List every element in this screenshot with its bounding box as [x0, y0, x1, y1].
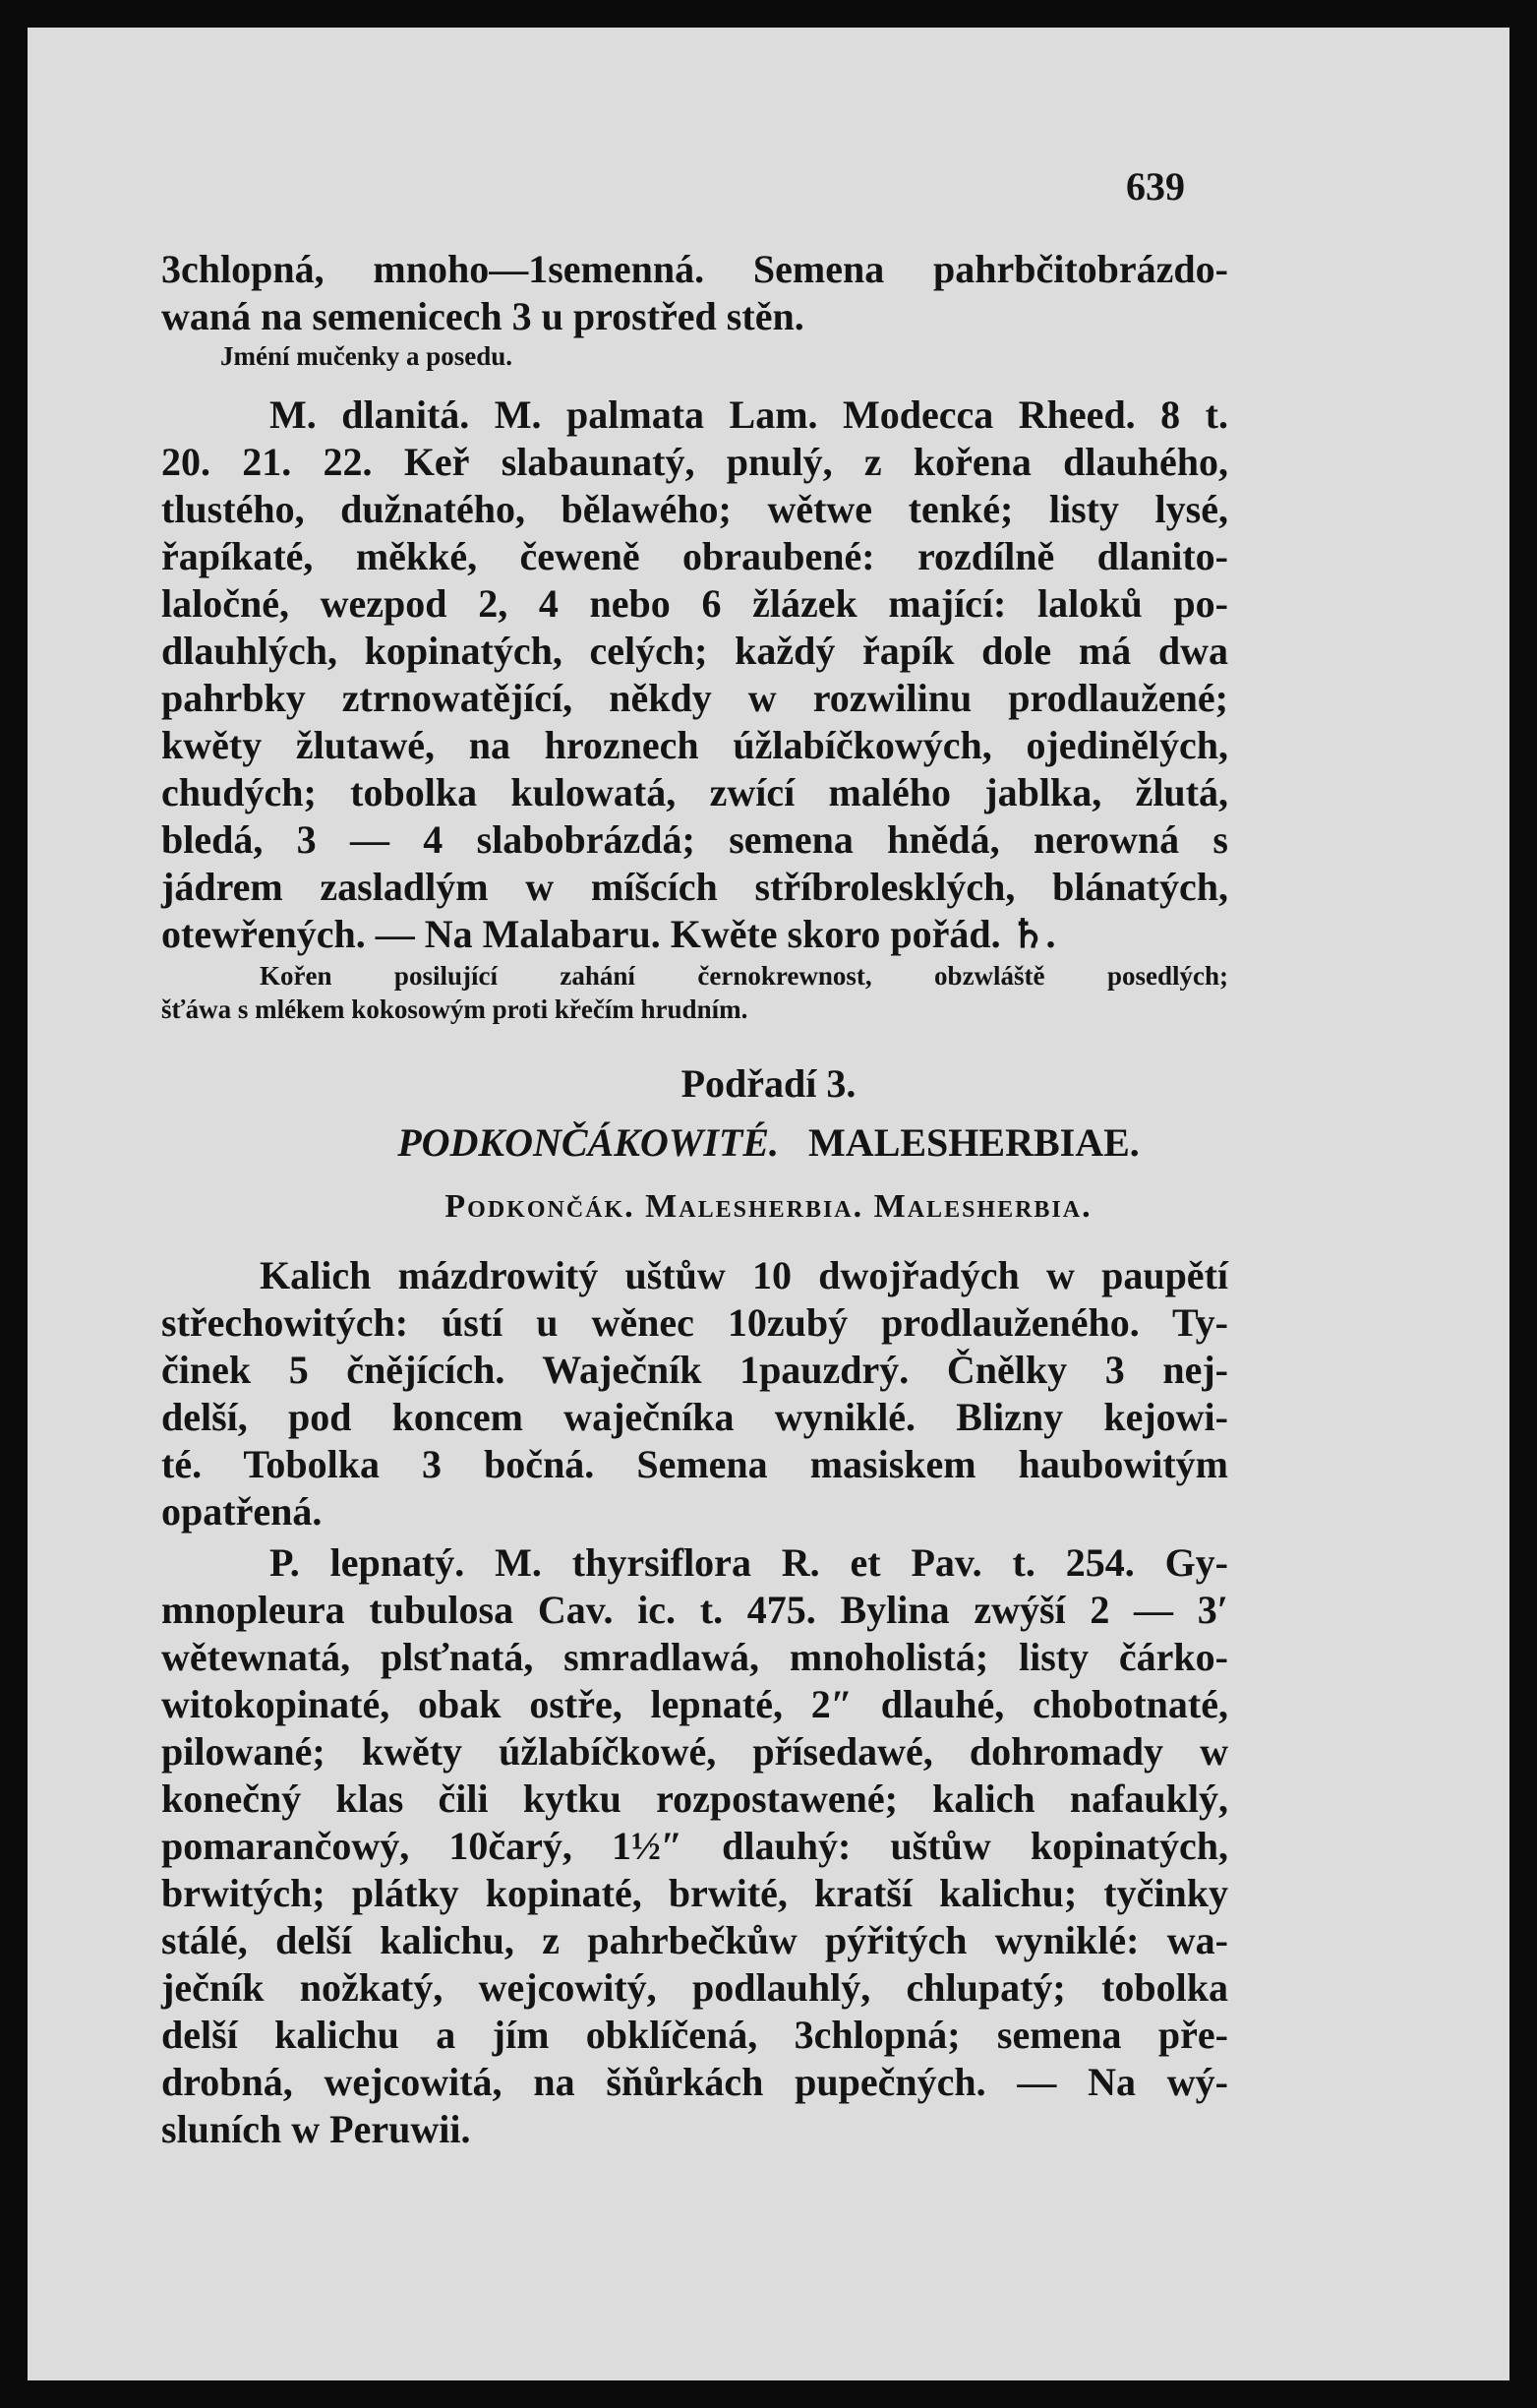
text-line: střechowitých: ústí u wěnec 10zubý prodlauženého. Ty- [161, 1300, 1228, 1345]
book-page [28, 28, 1509, 2380]
text-line: drobná, wejcowitá, na šňůrkách pupečných. — Na wý- [161, 2060, 1228, 2104]
suborder-title [28, 1119, 1509, 1166]
text-line: waná na semenicech 3 u prostřed stěn. [161, 294, 804, 338]
text-line: chudých; tobolka kulowatá, zwící malého jablka, žlutá, [161, 770, 1228, 814]
text-line: konečný klas čili kytku rozpostawené; kalich nafauklý, [161, 1776, 1228, 1821]
text-line: 20. 21. 22. Keř slabaunatý, pnulý, z kořena dlauhého, [161, 440, 1228, 484]
text-line: pilowané; kwěty úžlabíčkowé, přísedawé, dohromady w [161, 1729, 1228, 1774]
text-line: laločné, wezpod 2, 4 nebo 6 žlázek mající: laloků po- [161, 581, 1228, 626]
suborder-label: Podřadí 3. [680, 1061, 857, 1106]
text-line: tlustého, dužnatého, bělawého; wětwe tenké; listy lysé, [161, 487, 1228, 531]
text-line: ječník nožkatý, wejcowitý, podlauhlý, chlupatý; tobolka [161, 1965, 1228, 2010]
text-line: witokopinaté, obak ostře, lepnaté, 2″ dlauhé, chobotnaté, [161, 1682, 1228, 1726]
text-line: stálé, delší kalichu, z pahrbečkůw pýřitých wyniklé: wa- [161, 1918, 1228, 1962]
text-line: brwitých; plátky kopinaté, brwité, kratší kalichu; tyčinky [161, 1871, 1228, 1915]
note-line: Jméní mučenky a posedu. [220, 341, 513, 371]
text-line: otewřených. — Na Malabaru. Kwěte skoro pořád. ♄. [161, 912, 1056, 956]
note-line: šťáwa s mlékem kokosowým proti křečím hrudním. [161, 994, 748, 1024]
text-line: řapíkaté, měkké, čeweně obraubené: rozdílně dlanito- [161, 534, 1228, 578]
genus-line: Podkončák. Malesherbia. Malesherbia. [444, 1188, 1093, 1225]
text-line: Kalich mázdrowitý uštůw 10 dwojřadých w paupětí [260, 1253, 1228, 1297]
page-number: 639 [1126, 164, 1185, 209]
text-line: opatřená. [161, 1489, 323, 1534]
text-line: dlauhlých, kopinatých, celých; každý řapík dole má dwa [161, 629, 1228, 673]
text-line: M. dlanitá. M. palmata Lam. Modecca Rheed. 8 t. [269, 392, 1228, 437]
text-line: mnopleura tubulosa Cav. ic. t. 475. Bylina zwýší 2 — 3′ [161, 1588, 1228, 1632]
text-line: bledá, 3 — 4 slabobrázdá; semena hnědá, nerowná s [161, 817, 1228, 862]
text-line: delší kalichu a jím obklíčená, 3chlopná; semena pře- [161, 2013, 1228, 2057]
text-line: kwěty žlutawé, na hroznech úžlabíčkowých, ojedinělých, [161, 723, 1228, 767]
text-line: P. lepnatý. M. thyrsiflora R. et Pav. t. 254. Gy- [269, 1540, 1228, 1585]
suborder-name-latin: MALESHERBIAE. [808, 1120, 1140, 1165]
text-line: wětewnatá, plsťnatá, smradlawá, mnoholistá; listy čárko- [161, 1635, 1228, 1679]
note-line: Kořen posilující zahání černokrewnost, obzwláště posedlých; [260, 961, 1228, 991]
text-line: té. Tobolka 3 bočná. Semena masiskem haubowitým [161, 1442, 1228, 1486]
text-line: sluních w Peruwii. [161, 2107, 471, 2151]
text-line: delší, pod koncem waječníka wyniklé. Blizny kejowi- [161, 1395, 1228, 1439]
text-line: činek 5 čnějících. Waječník 1pauzdrý. Čnělky 3 nej- [161, 1348, 1228, 1392]
text-line: pahrbky ztrnowatějící, někdy w rozwilinu prodlaužené; [161, 676, 1228, 720]
text-line: jádrem zasladlým w míšcích stříbrolesklých, blánatých, [161, 865, 1228, 909]
text-line: pomarančowý, 10čarý, 1½″ dlauhý: uštůw kopinatých, [161, 1824, 1228, 1868]
suborder-name-czech: PODKONČÁKOWITÉ. [397, 1120, 780, 1165]
text-line: 3chlopná, mnoho—1semenná. Semena pahrbčitobrázdo- [161, 247, 1228, 291]
